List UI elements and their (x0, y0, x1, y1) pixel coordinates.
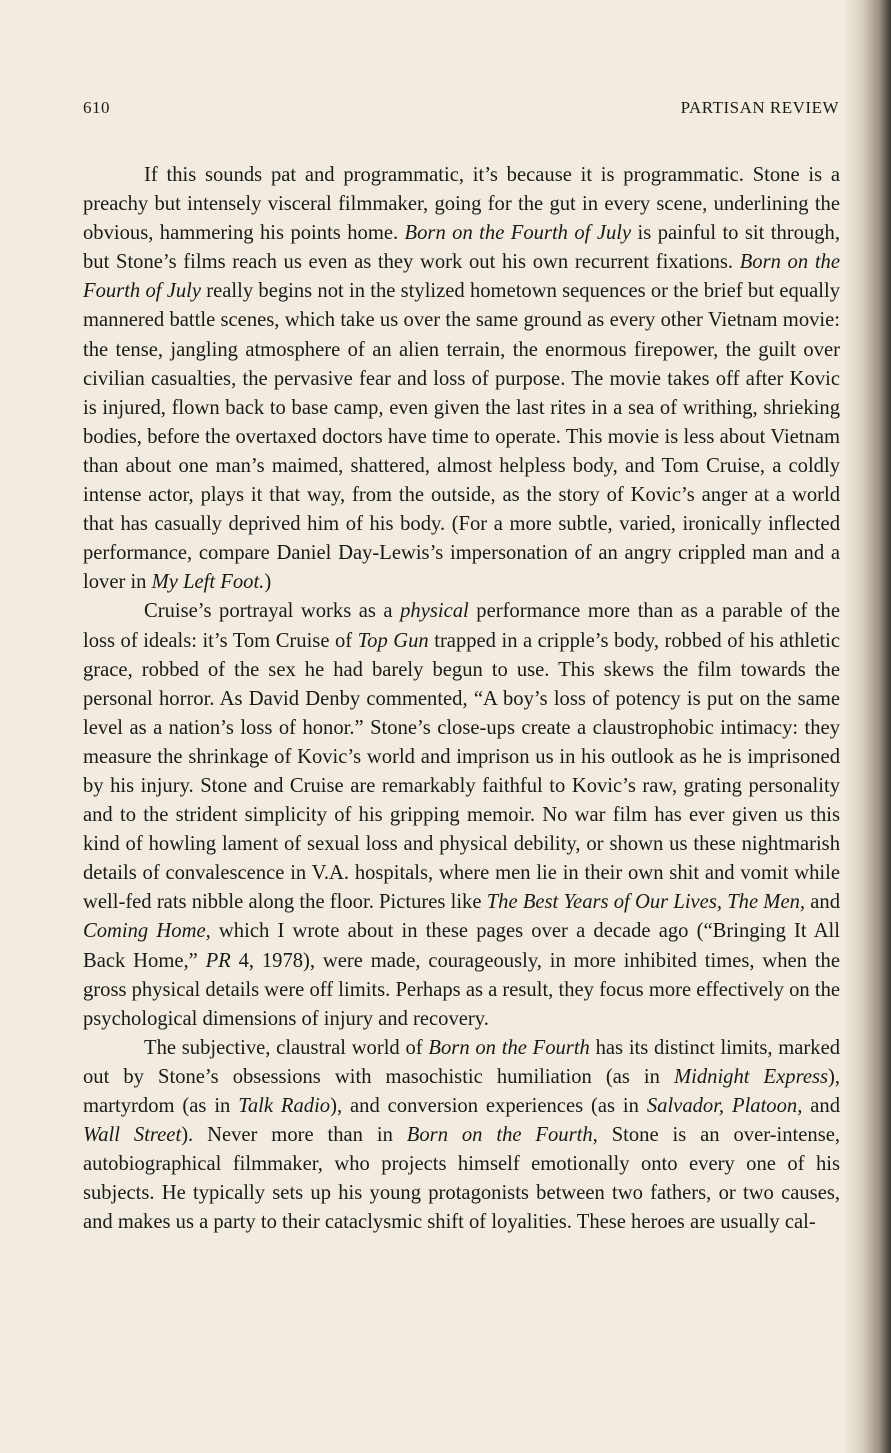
text-run: ) (264, 571, 272, 594)
italic-title-run: Born on the Fourth of July (404, 222, 632, 245)
italic-title-run: Salvador, Platoon, (646, 1095, 803, 1117)
text-run: has its distinct limits, marked out by Stone’s obsessions with masochistic humiliation (as in (83, 1036, 841, 1088)
italic-title-run: The Best Years of Our Lives, The Men, (486, 891, 806, 914)
italic-title-run: Born on the Fourth (428, 1036, 590, 1059)
text-run: really begins not in the stylized hometown sequences or the brief but equally mannered battle scenes, which take us over the same ground as every other Vietnam movie: the tense, jangling atmosphere of an alien terrain, the enormous firepower, the guilt over civilian casualties, the pervasive fear and loss of purpose. The movie takes off after Kovic is injured, flown back to base camp, even given the last rites in a sea of writhing, shrieking bodies, before the overtaxed doctors have time to operate. This movie is less about Vietnam than about one man’s maimed, shattered, almost helpless body, and Tom Cruise, a coldly intense actor, plays it that way, from the outside, as the story of Kovic’s anger at a world that has casually deprived him of his body. (For a more subtle, varied, ironically inflected performance, compare Daniel Day-Lewis’s impersonation of an angry crippled man and a lover in (83, 280, 840, 594)
italic-title-run: My Left Foot. (151, 571, 265, 594)
text-run: The subjective, claustral world of (144, 1036, 429, 1059)
italic-title-run: Born on the Fourth, (406, 1124, 598, 1147)
italic-title-run: Talk Radio (238, 1095, 331, 1117)
text-run: Cruise’s portrayal works as a (144, 600, 401, 623)
text-run: trapped in a cripple’s body, robbed of his athletic grace, robbed of the sex he had barely begun to use. This skews the film towards the personal horror. As David Denby commented, “A boy’s loss of potency is put on the same level as a nation’s loss of honor.” Stone’s close-ups create a claustrophobic intimacy: they measure the shrinkage of Kovic’s world and imprison us in his outlook as he is imprisoned by his injury. Stone and Cruise are remarkably faithful to Kovic’s raw, grating personality and to the strident simplicity of his gripping memoir. No war film has ever given us this kind of howling lament of sexual loss and physical debility, or shown us these nightmarish details of convalescence in V.A. hospitals, where men lie in their own shit and vomit while well-fed rats nibble along the floor. Pictures like (83, 629, 840, 914)
text-run: Stone is an over-intense, autobiographical filmmaker, who projects himself emotionally onto every one of his subjects. He typically sets up his young protagonists between two fathers, or two causes, and makes us a party to their cataclysmic shift of loyalities. These heroes are usually cal- (83, 1124, 840, 1234)
paragraph-3 (83, 1034, 840, 1238)
italic-title-run: Born on the Fourth of July (83, 251, 840, 303)
running-header (83, 98, 839, 118)
paragraph-2 (83, 597, 840, 1033)
italic-title-run: Top Gun (357, 629, 429, 652)
page-number: 610 (83, 98, 110, 117)
text-run: is painful to sit through, but Stone’s films reach us even as they work out his own recurrent fixations. (83, 222, 840, 274)
page-binding-shadow (843, 0, 891, 1453)
paragraph-1 (83, 161, 840, 597)
text-run: which I wrote about in these pages over a decade ago (“Bringing It All Back Home,” (83, 920, 841, 972)
text-run: and (802, 1095, 841, 1117)
text-run: ). Never more than in (181, 1124, 407, 1147)
italic-title-run: PR (205, 949, 231, 972)
text-run: ), martyrdom (as in (83, 1065, 840, 1117)
journal-title: PARTISAN REVIEW (680, 98, 839, 117)
italic-title-run: Wall Street (83, 1124, 182, 1147)
italic-title-run: Coming Home, (83, 920, 211, 943)
italic-title-run: physical (400, 600, 469, 623)
article-body (83, 161, 840, 1237)
italic-title-run: Midnight Express (673, 1065, 828, 1088)
text-run: If this sounds pat and programmatic, it’s because it is programmatic. Stone is a preachy but intensely visceral filmmaker, going for the gut in every scene, underlining the obvious, hammering his points home. (83, 164, 840, 245)
text-run: and (805, 891, 840, 914)
text-run: 4, 1978), were made, courageously, in more inhibited times, when the gross physical details were off limits. Perhaps as a result, they focus more effectively on the psychological dimensions of injury and recovery. (83, 949, 841, 1030)
text-run: ), and conversion experiences (as in (330, 1095, 647, 1117)
text-run: performance more than as a parable of the loss of ideals: it’s Tom Cruise of (83, 600, 840, 652)
